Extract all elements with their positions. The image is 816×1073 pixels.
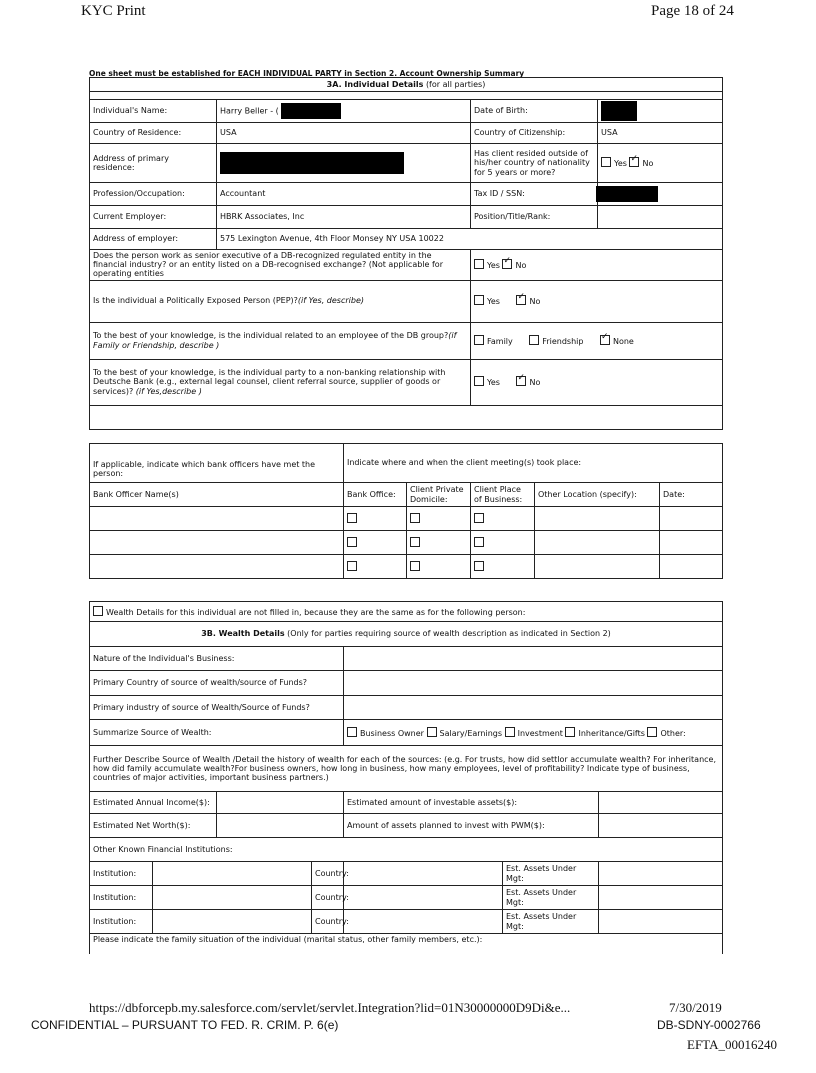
col-date: Date: bbox=[660, 483, 723, 507]
other-location-cell[interactable] bbox=[535, 555, 660, 579]
country-col-value[interactable] bbox=[344, 910, 503, 934]
institution-label: Institution: bbox=[90, 886, 153, 910]
pep-no-label: No bbox=[529, 297, 541, 307]
nonbank-yes-checkbox[interactable] bbox=[474, 376, 484, 386]
col-other-location: Other Location (specify): bbox=[535, 483, 660, 507]
investable-value[interactable] bbox=[599, 792, 723, 814]
none-checkbox[interactable] bbox=[600, 335, 610, 345]
industry-wealth-label: Primary industry of source of Wealth/Source of Funds? bbox=[90, 696, 344, 720]
inheritance-label: Inheritance/Gifts bbox=[578, 728, 645, 738]
date-cell[interactable] bbox=[660, 507, 723, 531]
profession-label: Profession/Occupation: bbox=[90, 183, 217, 206]
friendship-checkbox[interactable] bbox=[529, 335, 539, 345]
other-location-cell[interactable] bbox=[535, 507, 660, 531]
col-place-of-business: Client Place of Business: bbox=[471, 483, 535, 507]
date-cell[interactable] bbox=[660, 531, 723, 555]
pep-yes-label: Yes bbox=[487, 297, 500, 307]
other-institutions-label: Other Known Financial Institutions: bbox=[90, 838, 723, 862]
industry-wealth-value[interactable] bbox=[344, 696, 723, 720]
nonbank-question-note: (if Yes,describe ) bbox=[135, 386, 202, 396]
meeting-row bbox=[90, 555, 723, 579]
pep-question bbox=[90, 280, 471, 322]
salary-label: Salary/Earnings bbox=[439, 728, 503, 738]
dob-label: Date of Birth: bbox=[471, 100, 598, 123]
country-col-label: Country: bbox=[312, 886, 344, 910]
address-value-cell bbox=[217, 144, 471, 183]
same-as-checkbox[interactable] bbox=[93, 606, 103, 616]
residence-value: USA bbox=[217, 123, 471, 144]
inheritance-checkbox[interactable] bbox=[565, 727, 575, 737]
country-col-label: Country: bbox=[312, 910, 344, 934]
name-value: Harry Beller - ( bbox=[220, 106, 279, 116]
institution-value[interactable] bbox=[153, 910, 312, 934]
country-col-label: Country: bbox=[312, 862, 344, 886]
related-options bbox=[471, 322, 723, 359]
net-worth-value[interactable] bbox=[217, 814, 344, 838]
section-3a-header bbox=[90, 78, 723, 92]
redaction-box bbox=[596, 186, 658, 202]
none-label: None bbox=[612, 336, 634, 346]
pep-question-text: Is the individual a Politically Exposed Person (PEP)? bbox=[93, 296, 298, 306]
other-checkbox[interactable] bbox=[647, 727, 657, 737]
bank-officers-label: If applicable, indicate which bank officers have met the person: bbox=[90, 444, 344, 483]
aum-label: Est. Assets Under Mgt: bbox=[503, 862, 599, 886]
instruction-notice: One sheet must be established for EACH INDIVIDUAL PARTY in Section 2. Account Ownership Summary bbox=[89, 69, 525, 78]
bank-office-checkbox[interactable] bbox=[347, 513, 357, 523]
related-question bbox=[90, 322, 471, 359]
domicile-checkbox[interactable] bbox=[410, 537, 420, 547]
section-3b-title: 3B. Wealth Details bbox=[201, 629, 285, 639]
employer-address-value: 575 Lexington Avenue, 4th Floor Monsey NY USA 10022 bbox=[217, 229, 723, 250]
officer-name-cell[interactable] bbox=[90, 507, 344, 531]
resided-no-checkbox[interactable] bbox=[629, 157, 639, 167]
resided-no-label: No bbox=[642, 159, 654, 169]
investable-label: Estimated amount of investable assets($): bbox=[344, 792, 599, 814]
blank-description-row bbox=[90, 405, 723, 429]
bank-office-checkbox[interactable] bbox=[347, 537, 357, 547]
resided-options bbox=[598, 144, 723, 183]
taxid-label: Tax ID / SSN: bbox=[471, 183, 598, 206]
position-label: Position/Title/Rank: bbox=[471, 206, 598, 229]
meeting-location-label: Indicate where and when the client meeting(s) took place: bbox=[344, 444, 723, 483]
business-owner-checkbox[interactable] bbox=[347, 727, 357, 737]
aum-value[interactable] bbox=[599, 886, 723, 910]
pep-question-note: (if Yes, describe) bbox=[297, 296, 364, 306]
nonbank-question-text: To the best of your knowledge, is the individual party to a non-banking relationship with Deutsche Bank (e.g., external legal counsel, client referral source, supplier of goods or services)? bbox=[93, 368, 446, 396]
print-date: 7/30/2019 bbox=[669, 1000, 722, 1015]
bank-office-checkbox[interactable] bbox=[347, 561, 357, 571]
senior-no-checkbox[interactable] bbox=[502, 259, 512, 269]
nonbank-options bbox=[471, 359, 723, 405]
describe-wealth: Further Describe Source of Wealth /Detail the history of wealth for each of the sources: (e.g. For trusts, how did settlor accumulate wealth? For inheritance, how did family accumulate wealth?For business owners, how long in business, how many employees, level of profitability? Indicate type of business, countries of major activities, important business partners.) bbox=[90, 746, 723, 792]
print-header-title: KYC Print bbox=[81, 3, 146, 19]
position-value bbox=[598, 206, 723, 229]
section-3a-title: 3A. Individual Details bbox=[326, 79, 424, 89]
institution-value[interactable] bbox=[153, 862, 312, 886]
summarize-label: Summarize Source of Wealth: bbox=[90, 720, 344, 746]
efta-number: EFTA_00016240 bbox=[687, 1037, 777, 1052]
address-label: Address of primary residence: bbox=[90, 144, 217, 183]
taxid-value-cell bbox=[598, 183, 723, 206]
family-label: Family bbox=[487, 336, 513, 346]
source-url: https://dbforcepb.my.salesforce.com/servlet/servlet.Integration?lid=01N30000000D9Di&e... bbox=[89, 1000, 571, 1015]
resided-question: Has client resided outside of his/her country of nationality for 5 years or more? bbox=[471, 144, 598, 183]
section-3a-suffix: (for all parties) bbox=[425, 79, 486, 89]
redaction-box bbox=[220, 152, 404, 174]
nature-label: Nature of the Individual's Business: bbox=[90, 647, 344, 671]
family-situation-label: Please indicate the family situation of the individual (marital status, other family members, etc.): bbox=[90, 934, 723, 954]
pep-no-checkbox[interactable] bbox=[516, 295, 526, 305]
pwm-value[interactable] bbox=[599, 814, 723, 838]
profession-value: Accountant bbox=[217, 183, 471, 206]
date-cell[interactable] bbox=[660, 555, 723, 579]
nature-value[interactable] bbox=[344, 647, 723, 671]
residence-label: Country of Residence: bbox=[90, 123, 217, 144]
institution-row bbox=[90, 886, 723, 910]
family-checkbox[interactable] bbox=[474, 335, 484, 345]
employer-value: HBRK Associates, Inc bbox=[217, 206, 471, 229]
friendship-label: Friendship bbox=[542, 336, 584, 346]
spacer-row bbox=[90, 92, 723, 100]
country-wealth-label: Primary Country of source of wealth/source of Funds? bbox=[90, 671, 344, 696]
business-checkbox[interactable] bbox=[474, 513, 484, 523]
country-col-value[interactable] bbox=[344, 862, 503, 886]
resided-yes-label: Yes bbox=[614, 159, 627, 169]
senior-exec-options bbox=[471, 250, 723, 281]
institution-label: Institution: bbox=[90, 910, 153, 934]
dob-value-cell bbox=[598, 100, 723, 123]
same-as-row bbox=[90, 602, 723, 622]
pep-yes-checkbox[interactable] bbox=[474, 295, 484, 305]
institution-row bbox=[90, 910, 723, 934]
individual-details-table bbox=[89, 77, 723, 430]
business-owner-label: Business Owner bbox=[360, 728, 424, 738]
citizenship-value: USA bbox=[598, 123, 723, 144]
senior-exec-question: Does the person work as senior executive of a DB-recognized regulated entity in the financial industry? or an entity listed on a DB-recognised exchange? (Not applicable for operating entities bbox=[90, 250, 471, 281]
aum-value[interactable] bbox=[599, 910, 723, 934]
pwm-label: Amount of assets planned to invest with PWM($): bbox=[344, 814, 599, 838]
country-col-value[interactable] bbox=[344, 886, 503, 910]
bates-number: DB-SDNY-0002766 bbox=[657, 1018, 761, 1032]
country-wealth-value[interactable] bbox=[344, 671, 723, 696]
col-bank-officer: Bank Officer Name(s) bbox=[90, 483, 344, 507]
institution-value[interactable] bbox=[153, 886, 312, 910]
institution-row bbox=[90, 862, 723, 886]
wealth-details-table bbox=[89, 601, 723, 954]
meeting-row bbox=[90, 531, 723, 555]
nonbank-no-checkbox[interactable] bbox=[516, 376, 526, 386]
aum-label: Est. Assets Under Mgt: bbox=[503, 886, 599, 910]
col-bank-office: Bank Office: bbox=[344, 483, 407, 507]
related-question-note: (if Family or Friendship, describe ) bbox=[93, 331, 457, 350]
same-as-label: Wealth Details for this individual are not filled in, because they are the same as for the following person: bbox=[106, 607, 526, 617]
other-location-cell[interactable] bbox=[535, 531, 660, 555]
col-private-domicile: Client Private Domicile: bbox=[407, 483, 471, 507]
investment-checkbox[interactable] bbox=[505, 727, 515, 737]
other-label: Other: bbox=[660, 728, 686, 738]
employer-address-label: Address of employer: bbox=[90, 229, 217, 250]
meeting-row bbox=[90, 507, 723, 531]
section-3b-header bbox=[90, 622, 723, 647]
aum-label: Est. Assets Under Mgt: bbox=[503, 910, 599, 934]
resided-yes-checkbox[interactable] bbox=[601, 157, 611, 167]
annual-income-label: Estimated Annual Income($): bbox=[90, 792, 217, 814]
net-worth-label: Estimated Net Worth($): bbox=[90, 814, 217, 838]
senior-yes-checkbox[interactable] bbox=[474, 259, 484, 269]
officer-name-cell[interactable] bbox=[90, 531, 344, 555]
business-checkbox[interactable] bbox=[474, 561, 484, 571]
senior-no-label: No bbox=[515, 261, 527, 271]
citizenship-label: Country of Citizenship: bbox=[471, 123, 598, 144]
related-question-text: To the best of your knowledge, is the individual related to an employee of the DB group? bbox=[93, 331, 449, 341]
nonbank-question bbox=[90, 359, 471, 405]
meeting-table bbox=[89, 443, 723, 579]
annual-income-value[interactable] bbox=[217, 792, 344, 814]
nonbank-yes-label: Yes bbox=[487, 378, 500, 388]
salary-checkbox[interactable] bbox=[427, 727, 437, 737]
confidential-notice: CONFIDENTIAL – PURSUANT TO FED. R. CRIM. P. 6(e) bbox=[31, 1018, 339, 1032]
redaction-box bbox=[601, 101, 637, 121]
page-number: Page 18 of 24 bbox=[651, 3, 734, 19]
nonbank-no-label: No bbox=[529, 378, 541, 388]
domicile-checkbox[interactable] bbox=[410, 513, 420, 523]
summarize-options bbox=[344, 720, 723, 746]
section-3b-suffix: (Only for parties requiring source of wealth description as indicated in Section 2) bbox=[287, 629, 611, 639]
institution-label: Institution: bbox=[90, 862, 153, 886]
senior-yes-label: Yes bbox=[487, 261, 500, 271]
investment-label: Investment bbox=[517, 728, 563, 738]
name-label: Individual's Name: bbox=[90, 100, 217, 123]
business-checkbox[interactable] bbox=[474, 537, 484, 547]
redaction-box bbox=[281, 103, 341, 119]
officer-name-cell[interactable] bbox=[90, 555, 344, 579]
aum-value[interactable] bbox=[599, 862, 723, 886]
domicile-checkbox[interactable] bbox=[410, 561, 420, 571]
name-cell bbox=[217, 100, 471, 123]
employer-label: Current Employer: bbox=[90, 206, 217, 229]
pep-options bbox=[471, 280, 723, 322]
